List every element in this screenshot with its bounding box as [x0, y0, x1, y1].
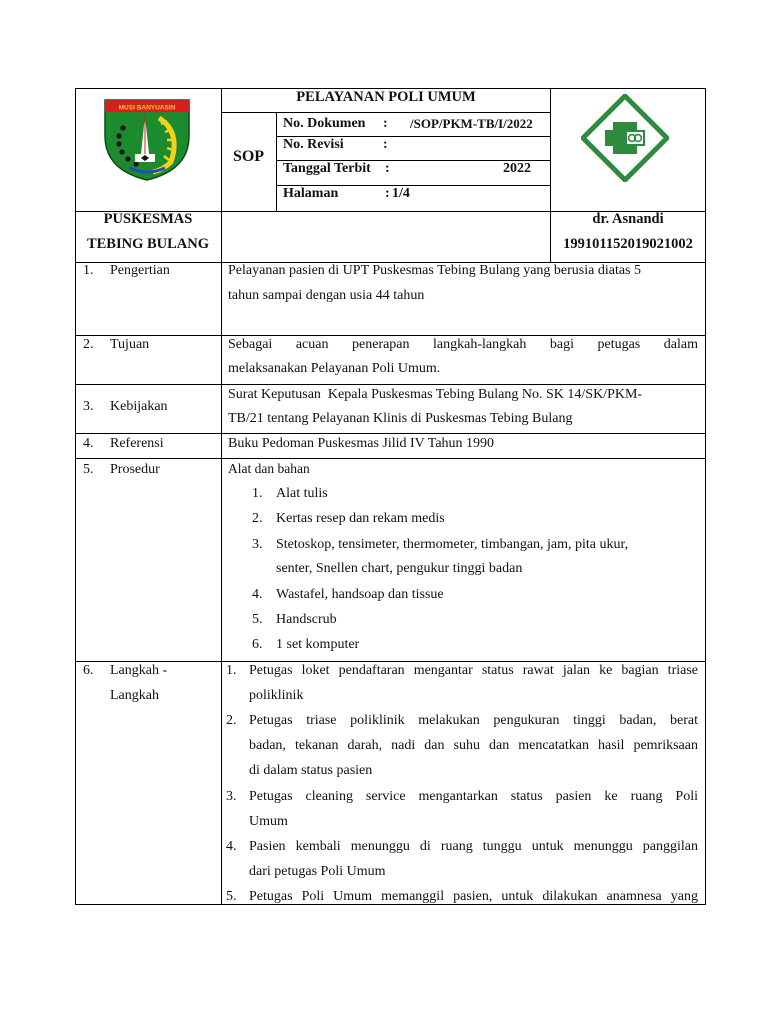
row-text-line: melaksanakan Pelayanan Poli Umum.	[228, 361, 441, 376]
org-name-line2: TEBING BULANG	[86, 236, 210, 252]
field-colon: :	[385, 161, 390, 176]
field-label: Tanggal Terbit	[283, 161, 371, 176]
field-colon: :	[383, 116, 388, 131]
row-number: 3.	[83, 399, 94, 414]
list-number: 3.	[252, 537, 263, 552]
row-label: Prosedur	[110, 462, 160, 477]
row-text-line: tahun sampai dengan usia 44 tahun	[228, 288, 425, 303]
list-number: 1.	[252, 486, 263, 501]
row-number: 1.	[83, 263, 94, 278]
row-number: 4.	[83, 436, 94, 451]
row-number: 2.	[83, 337, 94, 352]
list-number: 2.	[252, 511, 263, 526]
list-item: Alat tulis	[276, 486, 328, 501]
org-name-line1: PUSKESMAS	[103, 211, 193, 227]
field-colon: :	[385, 186, 390, 201]
regency-emblem-logo	[101, 92, 193, 182]
row-text-line: Pelayanan pasien di UPT Puskesmas Tebing Bulang yang berusia diatas 5	[228, 263, 641, 278]
list-number: 1.	[226, 663, 237, 678]
field-label: Halaman	[283, 186, 339, 201]
row-text-line: Buku Pedoman Puskesmas Jilid IV Tahun 1990	[228, 436, 495, 451]
row-label: Langkah -	[110, 663, 168, 678]
row-text-line: Sebagai acuan penerapan langkah-langkah bagi petugas dalam	[228, 337, 698, 352]
row-label: Referensi	[110, 436, 164, 451]
row-text-line: TB/21 tentang Pelayanan Klinis di Puskesmas Tebing Bulang	[228, 411, 573, 426]
list-item: Pasien kembali menunggu di ruang tunggu untuk menunggu panggilan	[249, 839, 698, 854]
list-number: 5.	[226, 889, 237, 904]
list-item: poliklinik	[249, 688, 304, 703]
row-label: Pengertian	[110, 263, 170, 278]
list-item: Kertas resep dan rekam medis	[276, 511, 445, 526]
list-number: 2.	[226, 713, 237, 728]
signer-nip: 199101152019021002	[563, 236, 693, 252]
list-number: 4.	[226, 839, 237, 854]
list-item: 1 set komputer	[276, 637, 360, 652]
field-colon: :	[383, 137, 388, 152]
field-value: /SOP/PKM-TB/I/2022	[410, 116, 533, 131]
list-item: Stetoskop, tensimeter, thermometer, timbangan, jam, pita ukur,	[276, 537, 629, 552]
list-item: Petugas cleaning service mengantarkan status pasien ke ruang Poli	[249, 789, 698, 804]
list-item: Umum	[249, 814, 288, 829]
signer-name: dr. Asnandi	[592, 211, 664, 227]
list-item: di dalam status pasien	[249, 763, 373, 778]
field-value: 2022	[503, 161, 531, 176]
puskesmas-cross-logo	[581, 94, 669, 182]
prosedur-intro: Alat dan bahan	[228, 461, 310, 476]
document-title: PELAYANAN POLI UMUM	[296, 89, 476, 105]
list-number: 5.	[252, 612, 263, 627]
list-number: 4.	[252, 587, 263, 602]
row-label: Kebijakan	[110, 399, 168, 414]
row-label: Langkah	[110, 688, 159, 703]
list-number: 6.	[252, 637, 263, 652]
list-item: Petugas triase poliklinik melakukan pengukuran tinggi badan, berat	[249, 713, 698, 728]
field-label: No. Dokumen	[283, 116, 366, 131]
field-label: No. Revisi	[283, 137, 344, 152]
list-number: 3.	[226, 789, 237, 804]
emblem-banner-text: MUSI BANYUASIN	[118, 104, 176, 112]
list-item: Petugas loket pendaftaran mengantar status rawat jalan ke bagian triase	[249, 663, 698, 678]
list-item: dari petugas Poli Umum	[249, 864, 386, 879]
sop-label: SOP	[232, 148, 265, 165]
row-number: 5.	[83, 462, 94, 477]
list-item: Handscrub	[276, 612, 337, 627]
list-item: Petugas Poli Umum memanggil pasien, untuk dilakukan anamnesa yang	[249, 889, 698, 904]
list-item: badan, tekanan darah, nadi dan suhu dan mencatatkan hasil pemriksaan	[249, 738, 698, 753]
row-label: Tujuan	[110, 337, 150, 352]
list-item: senter, Snellen chart, pengukur tinggi badan	[276, 561, 523, 576]
list-item: Wastafel, handsoap dan tissue	[276, 587, 444, 602]
row-number: 6.	[83, 663, 94, 678]
field-value: 1/4	[392, 186, 410, 201]
row-text-line: Surat Keputusan Kepala Puskesmas Tebing Bulang No. SK 14/SK/PKM-	[228, 387, 643, 402]
